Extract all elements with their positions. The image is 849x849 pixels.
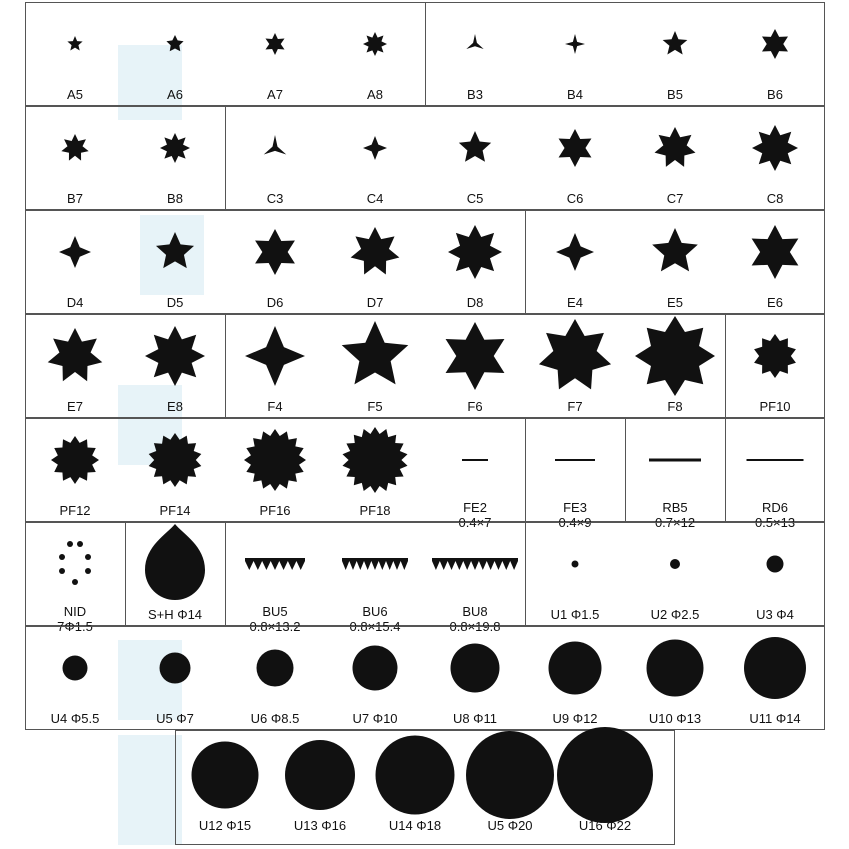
star-tip-icon xyxy=(655,127,696,167)
tip-label: E6 xyxy=(767,295,783,310)
tip-label: FE3 xyxy=(563,500,587,515)
tip-shape xyxy=(730,524,820,604)
star-tip-icon xyxy=(67,36,82,50)
tip-shape xyxy=(330,316,420,396)
star-tip-icon xyxy=(166,35,183,51)
piping-tip-u16-22 xyxy=(560,735,650,833)
round-tip-icon xyxy=(353,646,398,691)
tip-label: C4 xyxy=(366,191,384,206)
tip-shape xyxy=(465,735,555,815)
piping-tip-d4 xyxy=(30,212,120,310)
star-tip-icon xyxy=(363,32,387,56)
piping-tip-e6 xyxy=(730,212,820,310)
piping-tip-u4-5-5 xyxy=(30,628,120,726)
round-tip-icon xyxy=(160,653,191,684)
tip-shape xyxy=(330,628,420,708)
tip-size-label: 7Φ1.5 xyxy=(57,619,93,634)
star-tip-icon xyxy=(446,322,505,390)
star-tip-icon xyxy=(245,326,305,386)
round-tip-icon xyxy=(376,736,455,815)
tip-label: U16 Φ22 xyxy=(578,818,632,833)
tip-shape xyxy=(530,628,620,708)
star-tip-icon xyxy=(448,225,502,279)
tip-shape xyxy=(130,212,220,292)
tip-label: D6 xyxy=(266,295,284,310)
piping-tip-b8 xyxy=(130,108,220,206)
tip-shape xyxy=(530,212,620,292)
tip-label: F4 xyxy=(267,399,283,414)
piping-tip-a5 xyxy=(30,4,120,102)
piping-tip-pf16 xyxy=(230,420,320,518)
tip-shape xyxy=(630,628,720,708)
tip-label: BU5 xyxy=(262,604,288,619)
tip-label: PF12 xyxy=(59,503,91,518)
round-tip-icon xyxy=(451,644,500,693)
round-tip-icon xyxy=(670,559,680,569)
piping-tip-u5-20 xyxy=(465,735,555,833)
tip-shape xyxy=(330,108,420,188)
round-tip-icon xyxy=(285,740,355,810)
tip-shape xyxy=(730,628,820,708)
piping-tip-b3 xyxy=(430,4,520,102)
star-tip-icon xyxy=(342,321,409,384)
row-divider xyxy=(725,418,726,522)
background-ghost-panel xyxy=(118,735,182,845)
piping-tip-pf10 xyxy=(730,316,820,414)
tip-shape xyxy=(430,212,520,292)
tip-shape xyxy=(230,524,320,604)
star-tip-icon xyxy=(752,125,798,171)
piping-tip-d5 xyxy=(130,212,220,310)
tip-label: E7 xyxy=(67,399,83,414)
tip-shape xyxy=(730,4,820,84)
star-tip-icon xyxy=(754,334,796,378)
tip-label: B3 xyxy=(467,87,483,102)
tip-label: U5 Φ20 xyxy=(487,818,533,833)
piping-tip-f6 xyxy=(430,316,520,414)
piping-tip-a8 xyxy=(330,4,420,102)
tip-shape xyxy=(230,212,320,292)
tip-label: B6 xyxy=(767,87,783,102)
serrated-tip-icon xyxy=(432,558,518,570)
tip-label: C7 xyxy=(666,191,684,206)
star-tip-icon xyxy=(752,225,799,279)
tip-label: U8 Φ11 xyxy=(452,711,498,726)
piping-tip-u10-13 xyxy=(630,628,720,726)
round-tip-icon xyxy=(572,561,579,568)
tip-shape xyxy=(30,316,120,396)
row-divider xyxy=(425,2,426,106)
tip-shape xyxy=(130,4,220,84)
tip-label: D8 xyxy=(466,295,484,310)
star-tip-icon xyxy=(244,429,306,491)
tip-label: PF18 xyxy=(359,503,391,518)
tip-label: BU8 xyxy=(462,604,488,619)
piping-tip-b4 xyxy=(530,4,620,102)
row-divider xyxy=(525,210,526,314)
tip-shape xyxy=(30,524,120,604)
tip-shape xyxy=(430,316,520,396)
tip-label: U4 Φ5.5 xyxy=(50,711,100,726)
piping-tip-a6 xyxy=(130,4,220,102)
tip-shape xyxy=(180,735,270,815)
star-tip-icon xyxy=(264,135,287,155)
tip-shape xyxy=(330,4,420,84)
tip-label: PF16 xyxy=(259,503,291,518)
tip-label: B4 xyxy=(567,87,583,102)
piping-tip-u1-1-5 xyxy=(530,524,620,622)
row-divider xyxy=(125,522,126,626)
tip-shape xyxy=(30,4,120,84)
piping-tip-u9-12 xyxy=(530,628,620,726)
tip-shape xyxy=(560,735,650,815)
tip-label: E5 xyxy=(667,295,683,310)
tip-label: U7 Φ10 xyxy=(352,711,398,726)
tip-label: S+H Φ14 xyxy=(147,607,203,622)
tip-shape xyxy=(730,108,820,188)
piping-tip-d8 xyxy=(430,212,520,310)
tip-size-label: 0.8×15.4 xyxy=(349,619,401,634)
tip-label: D4 xyxy=(66,295,84,310)
piping-tip-u5-7 xyxy=(130,628,220,726)
star-tip-icon xyxy=(160,133,190,163)
tip-shape xyxy=(30,420,120,500)
flat-tip-icon xyxy=(649,459,701,462)
piping-tip-e4 xyxy=(530,212,620,310)
piping-tip-c8 xyxy=(730,108,820,206)
nozzle-dot-icon xyxy=(77,541,83,547)
star-tip-icon xyxy=(61,134,88,161)
tip-label: U13 Φ16 xyxy=(293,818,347,833)
piping-tip-u7-10 xyxy=(330,628,420,726)
star-tip-icon xyxy=(539,319,611,389)
piping-tip-d6 xyxy=(230,212,320,310)
piping-tip-d7 xyxy=(330,212,420,310)
tip-label: U3 Φ4 xyxy=(756,607,794,622)
row-divider xyxy=(225,314,226,418)
drop-tip-icon xyxy=(145,524,205,600)
tip-shape xyxy=(530,420,620,500)
tip-shape xyxy=(630,4,720,84)
piping-tip-fe2 xyxy=(430,420,520,530)
piping-tip-u6-8-5 xyxy=(230,628,320,726)
star-tip-icon xyxy=(635,316,715,396)
tip-label: F7 xyxy=(567,399,583,414)
tip-label: F8 xyxy=(667,399,683,414)
piping-tip-e8 xyxy=(130,316,220,414)
tip-label: C3 xyxy=(266,191,284,206)
tip-shape xyxy=(330,212,420,292)
tip-shape xyxy=(230,108,320,188)
tip-label: U2 Φ2.5 xyxy=(650,607,700,622)
round-tip-icon xyxy=(192,742,259,809)
star-tip-icon xyxy=(59,236,91,268)
tip-size-label: 0.7×12 xyxy=(654,515,696,530)
row-divider xyxy=(225,522,226,626)
star-tip-icon xyxy=(556,233,594,271)
tip-shape xyxy=(430,108,520,188)
tip-label: C5 xyxy=(466,191,484,206)
piping-tip-f5 xyxy=(330,316,420,414)
tip-label: U14 Φ18 xyxy=(388,818,442,833)
tip-label: C8 xyxy=(766,191,784,206)
tip-shape xyxy=(230,628,320,708)
tip-label: F6 xyxy=(467,399,483,414)
piping-tip-c7 xyxy=(630,108,720,206)
flat-tip-icon xyxy=(555,459,595,461)
tip-label: E4 xyxy=(567,295,583,310)
piping-tip-u13-16 xyxy=(275,735,365,833)
tip-shape xyxy=(630,524,720,604)
piping-tip-c4 xyxy=(330,108,420,206)
piping-tip-e7 xyxy=(30,316,120,414)
nozzle-dot-icon xyxy=(85,554,91,560)
piping-tip-bu5 xyxy=(230,524,320,634)
tip-label: U11 Φ14 xyxy=(749,711,801,726)
round-tip-icon xyxy=(767,556,784,573)
star-tip-icon xyxy=(663,31,688,55)
piping-tip-u12-15 xyxy=(180,735,270,833)
piping-tip-f7 xyxy=(530,316,620,414)
piping-tip-c6 xyxy=(530,108,620,206)
piping-tip-u2-2-5 xyxy=(630,524,720,622)
tip-shape xyxy=(230,420,320,500)
flat-tip-icon xyxy=(747,459,804,461)
tip-size-label: 0.5×13 xyxy=(754,515,796,530)
tip-shape xyxy=(30,212,120,292)
tip-shape xyxy=(370,735,460,815)
tip-shape xyxy=(630,212,720,292)
tip-shape xyxy=(130,628,220,708)
nozzle-dot-icon xyxy=(85,568,91,574)
piping-tip-b6 xyxy=(730,4,820,102)
tip-size-label: 0.4×7 xyxy=(458,515,492,530)
tip-shape xyxy=(630,108,720,188)
piping-tip-b7 xyxy=(30,108,120,206)
round-tip-icon xyxy=(257,650,294,687)
star-tip-icon xyxy=(255,229,295,275)
piping-tip-u11-14 xyxy=(730,628,820,726)
tip-label: BU6 xyxy=(362,604,388,619)
tip-shape xyxy=(430,628,520,708)
star-tip-icon xyxy=(652,228,698,271)
tip-shape xyxy=(630,316,720,396)
star-tip-icon xyxy=(459,131,491,162)
piping-tip-rb5 xyxy=(630,420,720,530)
tip-label: F5 xyxy=(367,399,383,414)
piping-tip-u8-11 xyxy=(430,628,520,726)
tip-label: U9 Φ12 xyxy=(552,711,598,726)
piping-tip-bu8 xyxy=(430,524,520,634)
tip-shape xyxy=(330,524,420,604)
piping-tip-pf12 xyxy=(30,420,120,518)
tip-label: A6 xyxy=(167,87,183,102)
piping-tip-a7 xyxy=(230,4,320,102)
piping-tip-pf14 xyxy=(130,420,220,518)
tip-size-label: 0.8×19.8 xyxy=(449,619,501,634)
nozzle-dot-icon xyxy=(72,579,78,585)
tip-label: B5 xyxy=(667,87,683,102)
piping-tip-c3 xyxy=(230,108,320,206)
tip-shape xyxy=(230,4,320,84)
serrated-tip-icon xyxy=(245,558,305,570)
piping-tip-e5 xyxy=(630,212,720,310)
piping-tip-f4 xyxy=(230,316,320,414)
nozzle-dot-icon xyxy=(59,568,65,574)
piping-tip-u14-18 xyxy=(370,735,460,833)
piping-tip-pf18 xyxy=(330,420,420,518)
tip-shape xyxy=(275,735,365,815)
tip-label: A7 xyxy=(267,87,283,102)
tip-shape xyxy=(130,316,220,396)
star-tip-icon xyxy=(156,232,194,268)
tip-shape xyxy=(430,4,520,84)
round-tip-icon xyxy=(63,656,88,681)
tip-shape xyxy=(130,420,220,500)
star-tip-icon xyxy=(48,328,103,381)
tip-shape xyxy=(130,108,220,188)
tip-shape xyxy=(30,108,120,188)
tip-label: U5 Φ7 xyxy=(156,711,194,726)
tip-label: A5 xyxy=(67,87,83,102)
tip-label: PF10 xyxy=(759,399,791,414)
tip-label: E8 xyxy=(167,399,183,414)
tip-shape xyxy=(730,420,820,500)
star-tip-icon xyxy=(343,427,408,493)
row-divider xyxy=(525,418,526,522)
star-tip-icon xyxy=(145,326,205,386)
tip-label: U10 Φ13 xyxy=(648,711,702,726)
star-tip-icon xyxy=(762,29,788,59)
piping-tip-c5 xyxy=(430,108,520,206)
tip-label: U1 Φ1.5 xyxy=(550,607,600,622)
nozzle-dot-icon xyxy=(59,554,65,560)
tip-shape xyxy=(330,420,420,500)
piping-tip-nid xyxy=(30,524,120,634)
tip-label: D7 xyxy=(366,295,384,310)
tip-label: PF14 xyxy=(159,503,191,518)
tip-label: RB5 xyxy=(662,500,688,515)
tip-label: D5 xyxy=(166,295,184,310)
tip-shape xyxy=(230,316,320,396)
round-tip-icon xyxy=(744,637,806,699)
tip-shape xyxy=(30,628,120,708)
star-tip-icon xyxy=(149,433,202,487)
star-tip-icon xyxy=(51,436,99,484)
tip-label: RD6 xyxy=(761,500,788,515)
tip-label: U6 Φ8.5 xyxy=(250,711,300,726)
piping-tip-f8 xyxy=(630,316,720,414)
round-tip-icon xyxy=(557,727,653,823)
tip-label: FE2 xyxy=(463,500,487,515)
flat-tip-icon xyxy=(462,459,488,461)
tip-shape xyxy=(530,316,620,396)
tip-shape xyxy=(530,108,620,188)
tip-shape xyxy=(730,212,820,292)
piping-tip-s-h-14 xyxy=(130,524,220,622)
tip-shape xyxy=(430,524,520,604)
tip-shape xyxy=(730,316,820,396)
tip-label: U12 Φ15 xyxy=(198,818,252,833)
piping-tip-b5 xyxy=(630,4,720,102)
tip-size-label: 0.8×13.2 xyxy=(249,619,301,634)
round-tip-icon xyxy=(466,731,554,819)
tip-shape xyxy=(430,420,520,500)
tip-shape xyxy=(530,4,620,84)
star-tip-icon xyxy=(265,33,284,55)
piping-tip-bu6 xyxy=(330,524,420,634)
row-divider xyxy=(625,418,626,522)
tip-shape xyxy=(130,524,220,604)
star-tip-icon xyxy=(466,34,483,49)
tip-shape xyxy=(630,420,720,500)
serrated-tip-icon xyxy=(342,558,408,570)
piping-tip-u3-4 xyxy=(730,524,820,622)
tip-shape xyxy=(530,524,620,604)
round-tip-icon xyxy=(647,640,704,697)
tip-label: A8 xyxy=(367,87,383,102)
star-tip-icon xyxy=(559,129,592,167)
tip-label: B7 xyxy=(67,191,83,206)
tip-label: C6 xyxy=(566,191,584,206)
row-divider xyxy=(525,522,526,626)
star-tip-icon xyxy=(351,227,400,275)
row-divider xyxy=(225,106,226,210)
tip-label: B8 xyxy=(167,191,183,206)
piping-tip-fe3 xyxy=(530,420,620,530)
tip-size-label: 0.4×9 xyxy=(558,515,592,530)
nozzle-dot-icon xyxy=(67,541,73,547)
piping-tip-rd6 xyxy=(730,420,820,530)
row-divider xyxy=(725,314,726,418)
star-tip-icon xyxy=(565,34,585,54)
tip-label: NID xyxy=(63,604,87,619)
star-tip-icon xyxy=(363,136,387,160)
round-tip-icon xyxy=(549,642,602,695)
